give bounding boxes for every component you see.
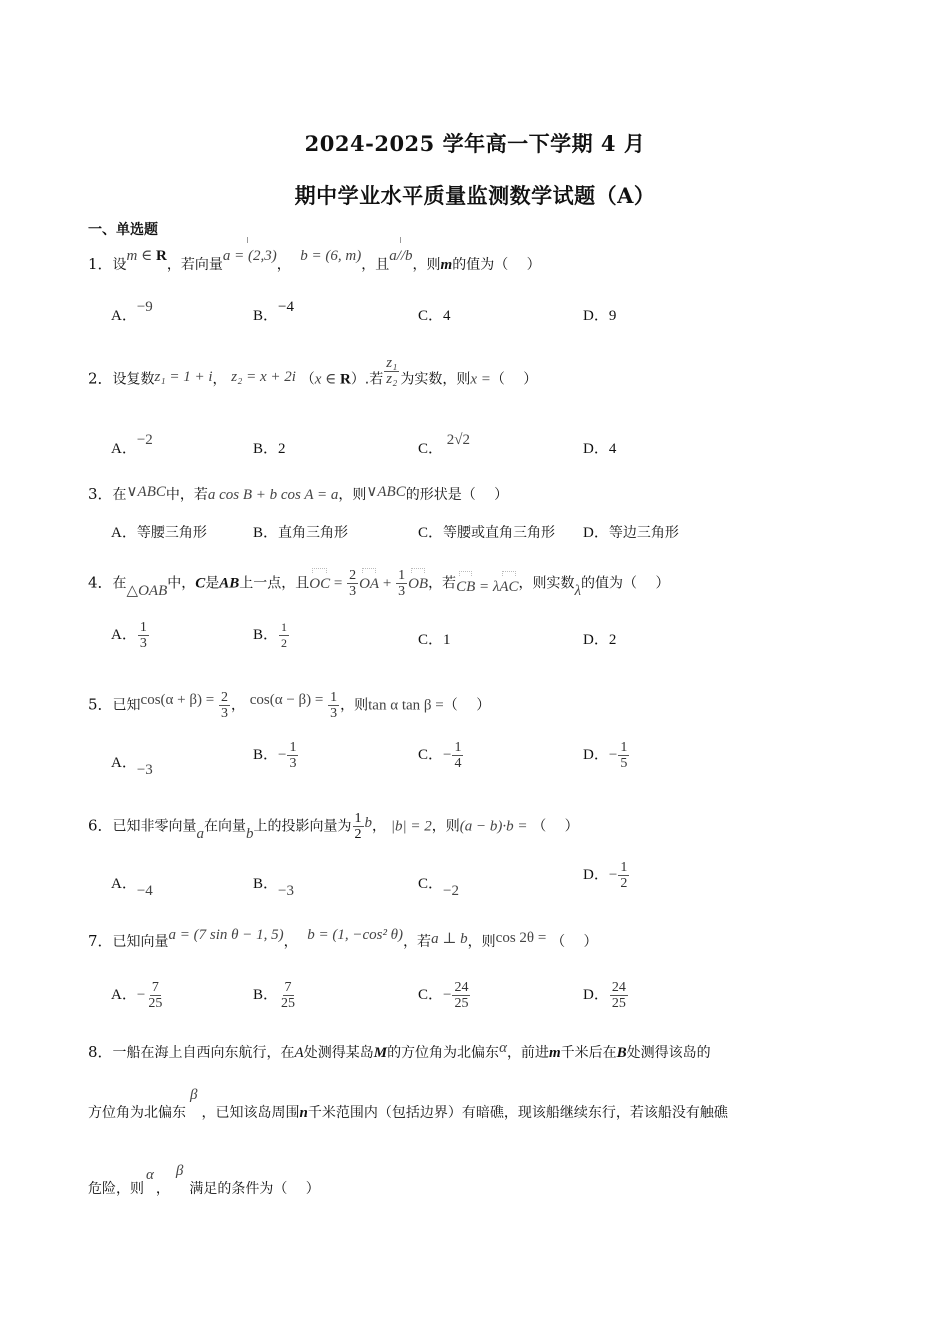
text: 是 xyxy=(205,575,220,592)
denominator: 2 xyxy=(620,876,628,891)
option-4d[interactable] xyxy=(583,628,616,649)
option-label: D． xyxy=(583,632,609,648)
numerator: 1 xyxy=(139,620,147,635)
text: 设 xyxy=(112,257,127,273)
option-label: A． xyxy=(111,755,137,771)
option-2a[interactable] xyxy=(111,432,153,458)
denominator: 3 xyxy=(139,636,147,651)
text: 上的投影向量为 xyxy=(253,818,352,835)
fraction-z1-over-z2 xyxy=(384,356,399,387)
denominator: 3 xyxy=(349,584,357,599)
numerator: 2 xyxy=(220,690,228,705)
option-value: 等边三角形 xyxy=(608,525,679,541)
option-label: B． xyxy=(253,626,279,643)
question-number: 8． xyxy=(88,1043,113,1061)
option-value: −2 xyxy=(136,432,153,448)
fraction-1-3 xyxy=(396,568,407,599)
option-value: 4 xyxy=(443,308,451,324)
fraction xyxy=(618,740,629,771)
text: 处测得该岛的 xyxy=(626,1045,711,1061)
option-6c[interactable] xyxy=(418,872,459,899)
text: 在 xyxy=(112,487,127,503)
math-point-A: A xyxy=(294,1045,304,1061)
math-radius-n: n xyxy=(299,1105,308,1121)
option-3a[interactable] xyxy=(111,521,207,542)
option-label: B． xyxy=(253,746,279,763)
option-label: B． xyxy=(253,308,279,324)
text: ，则实数 xyxy=(518,575,575,592)
minus-sign: − xyxy=(608,866,618,883)
text: 上一点，且 xyxy=(239,575,310,592)
math-triangle-OAB: △OAB xyxy=(126,582,168,599)
math: x ∈ xyxy=(314,371,340,388)
numerator: 7 xyxy=(151,980,159,995)
option-label: D． xyxy=(583,746,609,763)
fraction xyxy=(279,620,289,651)
text: 方位角为北偏东 xyxy=(88,1105,186,1121)
text: ，若向量 xyxy=(166,257,223,273)
denominator: 2 xyxy=(354,827,362,842)
option-label: B． xyxy=(253,986,279,1003)
option-label: A． xyxy=(111,876,137,892)
fraction-1-3 xyxy=(328,690,339,721)
option-6a[interactable] xyxy=(111,872,153,899)
exam-title-line1: 2024-2025 学年高一下学期 4 月 xyxy=(304,131,646,156)
math-beta: β xyxy=(175,1163,184,1179)
math-distance-m: m xyxy=(548,1045,561,1061)
text: ）.若 xyxy=(350,371,384,388)
text: ，则 xyxy=(340,697,369,714)
numerator: 1 xyxy=(454,740,462,755)
option-label: C． xyxy=(418,746,444,763)
text: ，且 xyxy=(361,257,390,273)
text: （ ） xyxy=(551,934,598,950)
option-1a[interactable] xyxy=(111,299,153,325)
math-z1: z₁ = 1 + i xyxy=(154,368,213,385)
text: （ xyxy=(300,371,315,388)
question-8-line-1 xyxy=(88,1042,711,1063)
exam-title-line2: 期中学业水平质量监测数学试题（A） xyxy=(294,183,656,208)
option-label: C． xyxy=(418,525,444,541)
text: ， xyxy=(212,371,227,388)
question-number: 6． xyxy=(88,816,113,835)
text: 已知 xyxy=(112,697,141,714)
option-6b[interactable] xyxy=(253,872,294,899)
text: （ ） xyxy=(443,697,491,714)
text: （ ） xyxy=(532,818,579,835)
question-number: 1． xyxy=(88,255,113,273)
math-alpha: α xyxy=(146,1167,154,1183)
numerator: 24 xyxy=(611,980,626,995)
section-heading-single-choice: 一、单选题 xyxy=(88,222,158,238)
denominator: z₂ xyxy=(386,371,398,387)
option-label: A． xyxy=(111,441,137,457)
option-label: A． xyxy=(111,525,137,541)
fraction xyxy=(452,740,463,771)
question-7 xyxy=(88,927,598,952)
vector-a: a xyxy=(196,825,205,842)
denominator: 2 xyxy=(281,636,288,650)
option-1d[interactable] xyxy=(583,304,616,325)
option-value: −4 xyxy=(136,883,153,899)
option-7d[interactable] xyxy=(583,980,629,1011)
option-4c[interactable] xyxy=(418,628,451,649)
option-label: A． xyxy=(111,626,137,643)
option-3d[interactable] xyxy=(583,521,679,542)
vector-OC: OC xyxy=(309,575,331,592)
fraction-2-3 xyxy=(347,568,358,599)
question-1 xyxy=(88,248,541,275)
option-4a[interactable] xyxy=(111,620,150,651)
fraction xyxy=(610,980,628,1011)
text: 处测得某岛 xyxy=(303,1045,374,1061)
option-label: D． xyxy=(583,986,609,1003)
option-label: C． xyxy=(418,986,444,1003)
question-3 xyxy=(88,484,508,505)
minus-sign: − xyxy=(136,986,146,1003)
option-label: D． xyxy=(583,308,609,324)
option-5a[interactable] xyxy=(111,751,153,778)
option-value: 4 xyxy=(608,441,617,457)
vector-AC: AC xyxy=(499,578,519,595)
numerator: 2 xyxy=(349,568,357,583)
question-number: 5． xyxy=(88,695,113,714)
option-value: 等腰三角形 xyxy=(136,525,207,541)
option-2b[interactable] xyxy=(253,437,286,458)
text: （ ） xyxy=(490,371,538,388)
option-value: −2 xyxy=(443,883,459,899)
minus-sign: − xyxy=(443,986,452,1003)
option-label: D． xyxy=(583,441,609,457)
text: 已知向量 xyxy=(112,934,169,950)
option-1b[interactable] xyxy=(253,299,294,325)
minus-sign: − xyxy=(278,746,287,763)
vector-b: b = (6, m) xyxy=(300,248,362,264)
math: C xyxy=(195,575,206,592)
text: 的形状是（ ） xyxy=(405,487,509,503)
math: m ∈ xyxy=(126,248,156,264)
vector-CB: CB xyxy=(456,578,476,595)
option-label: A． xyxy=(111,308,137,324)
text: ，则 xyxy=(338,487,367,503)
text: 在向量 xyxy=(204,818,247,835)
numerator: 1 xyxy=(398,568,406,583)
math: + xyxy=(379,575,396,592)
option-5b[interactable] xyxy=(253,740,299,771)
math-tan-product: tan α tan β = xyxy=(368,697,444,714)
option-label: C． xyxy=(418,632,444,648)
text: 的值为（ ） xyxy=(452,257,541,273)
option-3c[interactable] xyxy=(418,521,555,542)
numerator: 7 xyxy=(284,980,292,995)
option-5d[interactable] xyxy=(583,740,630,771)
denominator: 25 xyxy=(454,996,469,1011)
text: 满足的条件为（ ） xyxy=(189,1181,320,1197)
math-cos-2theta: cos 2θ = xyxy=(495,930,547,946)
denominator: 3 xyxy=(398,584,406,599)
math-perpendicular: a ⊥ b xyxy=(431,931,468,947)
option-1c[interactable] xyxy=(418,304,451,325)
minus-sign: − xyxy=(443,746,452,763)
numerator: 1 xyxy=(354,811,362,826)
question-2 xyxy=(88,355,538,395)
text: 已知非零向量 xyxy=(112,818,197,835)
numerator: z₁ xyxy=(386,355,398,371)
question-8-line-2 xyxy=(88,1087,728,1123)
option-7a[interactable] xyxy=(111,980,165,1011)
vector-b-definition: b = (1, −cos² θ) xyxy=(307,927,404,943)
option-label: B． xyxy=(253,876,279,892)
question-4 xyxy=(88,568,669,599)
denominator: 25 xyxy=(611,996,626,1011)
option-label: C． xyxy=(418,876,444,892)
fraction xyxy=(287,740,298,771)
option-label: C． xyxy=(418,441,444,457)
option-4b[interactable] xyxy=(253,620,290,651)
fraction-2-3 xyxy=(219,690,230,721)
math: x = xyxy=(470,371,491,388)
option-value: −4 xyxy=(278,299,294,315)
vector-OB: OB xyxy=(408,575,429,592)
math-z2: z₂ = x + 2i xyxy=(231,368,296,385)
math: = xyxy=(330,575,347,592)
denominator: 3 xyxy=(330,706,338,721)
text: 中，若 xyxy=(165,487,208,503)
text: 为实数，则 xyxy=(400,371,471,388)
option-label: D． xyxy=(583,866,609,883)
vector-a-definition: a = (7 sin θ − 1, 5) xyxy=(168,927,284,943)
text: 在 xyxy=(112,575,127,592)
text: 的值为（ ） xyxy=(581,575,670,592)
option-value: 2 xyxy=(608,632,617,648)
fraction xyxy=(618,860,629,891)
text: ，若 xyxy=(428,575,457,592)
math-dot-product: (a − b)·b = xyxy=(459,818,528,835)
math-triangle-ABC: ∨ABC xyxy=(366,484,406,500)
math: m xyxy=(440,257,453,273)
option-6d[interactable] xyxy=(583,860,630,891)
math-equation: a cos B + b cos A = a xyxy=(207,487,339,503)
option-label: A． xyxy=(111,986,137,1003)
text: ，则 xyxy=(467,934,496,950)
text: 千米范围内（包括边界）有暗礁，现该船继续东行，若该船没有触礁 xyxy=(307,1105,728,1121)
option-5c[interactable] xyxy=(418,740,464,771)
math-magnitude-b: |b| = 2 xyxy=(390,818,432,835)
text: ，则 xyxy=(431,818,460,835)
numerator: 24 xyxy=(454,980,469,995)
math-point-B: B xyxy=(616,1045,627,1061)
text: 中， xyxy=(167,575,196,592)
math: = λ xyxy=(475,578,500,595)
option-value: 1 xyxy=(443,632,451,648)
question-number: 7． xyxy=(88,932,113,950)
option-label: C． xyxy=(418,308,444,324)
fraction-1-2 xyxy=(353,811,364,842)
text: ， xyxy=(283,934,298,950)
math-set-R: R xyxy=(339,371,351,388)
text: ， xyxy=(276,257,291,273)
text: 的方位角为北偏东 xyxy=(387,1045,500,1061)
math-alpha: α xyxy=(499,1040,507,1056)
minus-sign: − xyxy=(608,746,618,763)
denominator: 3 xyxy=(220,706,228,721)
text: ， xyxy=(155,1181,170,1197)
math-set-R: R xyxy=(155,248,167,264)
denominator: 5 xyxy=(620,756,628,771)
fraction xyxy=(279,980,297,1011)
denominator: 4 xyxy=(454,756,462,771)
option-2c[interactable] xyxy=(418,432,470,458)
option-value: 等腰或直角三角形 xyxy=(443,525,556,541)
text: 千米后在 xyxy=(560,1045,617,1061)
numerator: 1 xyxy=(289,740,297,755)
text: ，若 xyxy=(403,934,432,950)
math-triangle-ABC: ∨ABC xyxy=(126,484,166,500)
vector-a: a = (2,3) xyxy=(222,248,277,264)
numerator: 1 xyxy=(281,620,288,634)
denominator: 3 xyxy=(289,756,297,771)
option-3b[interactable] xyxy=(253,521,348,542)
vector-b: b xyxy=(364,814,373,831)
option-label: D． xyxy=(583,525,609,541)
vector-OA: OA xyxy=(359,575,380,592)
option-value: −3 xyxy=(136,762,153,778)
option-7c[interactable] xyxy=(418,980,471,1011)
option-value: 9 xyxy=(608,308,617,324)
vector-b: b xyxy=(246,825,254,842)
question-6 xyxy=(88,811,579,842)
option-value: 2 xyxy=(278,441,286,457)
text: 危险，则 xyxy=(88,1181,144,1197)
option-2d[interactable] xyxy=(583,437,616,458)
math-island-M: M xyxy=(373,1045,388,1061)
option-value: 2√2 xyxy=(446,432,470,448)
text: ，前进 xyxy=(506,1045,549,1061)
math-cos-sum: cos(α + β) = xyxy=(140,691,218,708)
option-value: −9 xyxy=(136,299,153,315)
numerator: 1 xyxy=(620,860,628,875)
math-parallel: a//b xyxy=(389,248,413,264)
option-value: −3 xyxy=(278,883,294,899)
option-7b[interactable] xyxy=(253,980,298,1011)
question-5 xyxy=(88,690,490,721)
text: 一船在海上自西向东航行，在 xyxy=(112,1045,295,1061)
text: ， xyxy=(372,818,387,835)
numerator: 1 xyxy=(620,740,628,755)
math-lambda: λ xyxy=(574,582,582,599)
text: ，已知该岛周围 xyxy=(201,1105,300,1121)
math: AB xyxy=(219,575,240,592)
fraction xyxy=(452,980,470,1011)
option-value: 直角三角形 xyxy=(278,525,349,541)
question-number: 2． xyxy=(88,369,113,388)
text: 设复数 xyxy=(112,371,155,388)
fraction xyxy=(138,620,149,651)
text: ， xyxy=(230,697,245,714)
question-8-line-3 xyxy=(88,1163,320,1199)
text: ，则 xyxy=(412,257,441,273)
question-number: 3． xyxy=(88,485,113,503)
option-label: B． xyxy=(253,525,279,541)
math-cos-diff: cos(α − β) = xyxy=(249,691,328,708)
denominator: 25 xyxy=(148,996,163,1011)
numerator: 1 xyxy=(330,690,338,705)
option-label: B． xyxy=(253,441,279,457)
denominator: 25 xyxy=(281,996,296,1011)
question-number: 4． xyxy=(88,573,113,592)
fraction xyxy=(146,980,164,1011)
math-beta: β xyxy=(190,1087,198,1103)
